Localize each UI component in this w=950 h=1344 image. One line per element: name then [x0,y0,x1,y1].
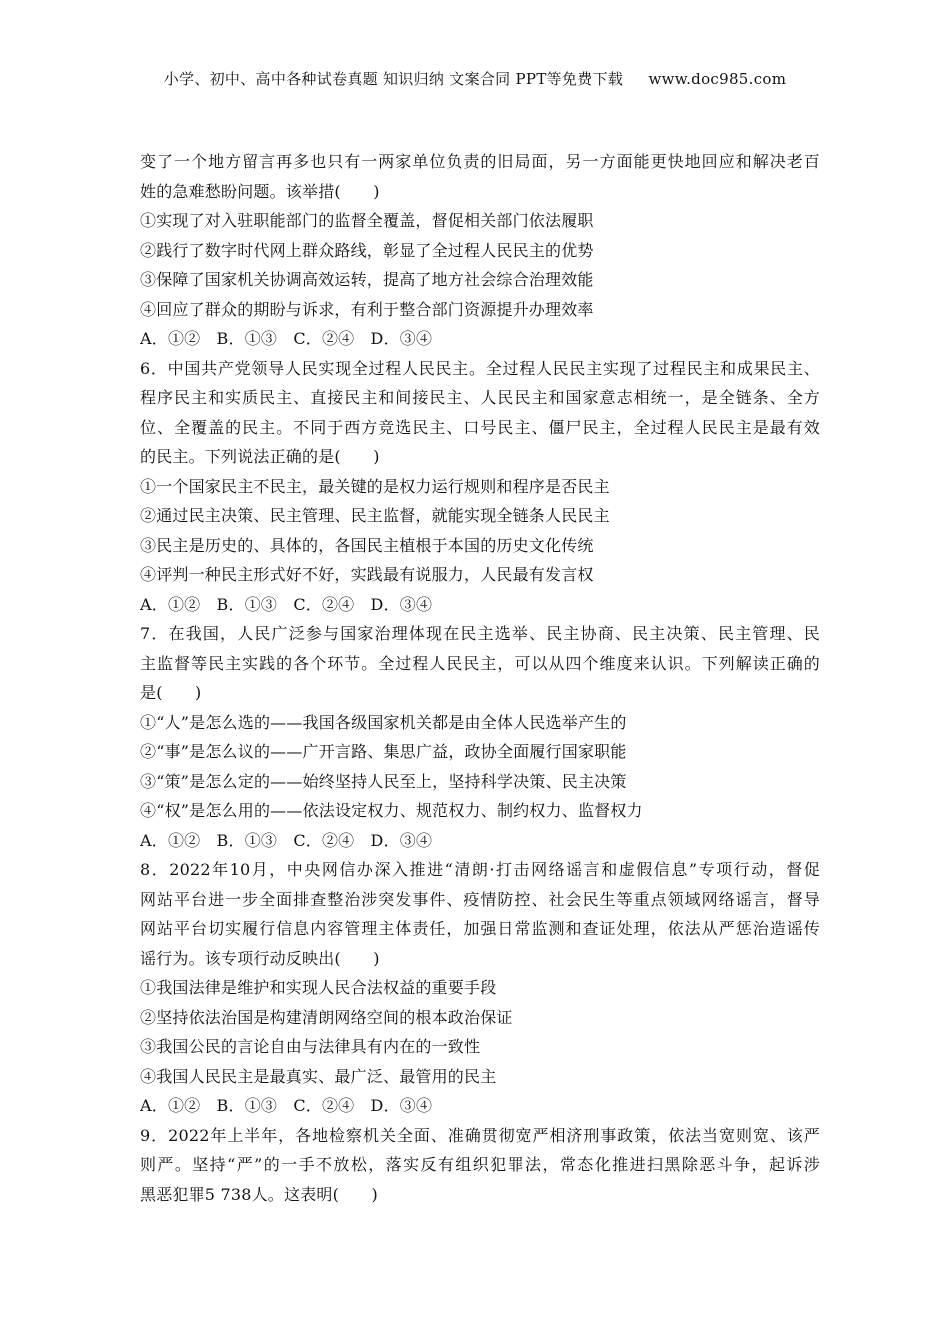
statement: ④我国人民民主是最真实、最广泛、最管用的民主 [140,1066,497,1086]
stem-line: 网站平台切实履行信息内容管理主体责任，加强日常监测和查证处理，依法从严惩治造谣传 [140,919,820,938]
question-8 [140,855,820,1121]
statement: ③“策”是怎么定的——始终坚持人民至上，坚持科学决策、民主决策 [140,771,627,791]
stem-line: 7．在我国，人民广泛参与国家治理体现在民主选举、民主协商、民主决策、民主管理、民 [140,624,820,643]
stem-line: 是( ) [140,683,202,702]
statement: ①我国法律是维护和实现人民合法权益的重要手段 [140,978,497,997]
answer-options: A．①② B．①③ C．②④ D．③④ [140,329,433,348]
statement: ②通过民主决策、民主管理、民主监督，就能实现全链条人民民主 [140,506,610,525]
document-body [140,147,820,1209]
stem-line: 6．中国共产党领导人民实现全过程人民民主。全过程人民民主实现了过程民主和成果民主、 [140,358,820,378]
stem-line: 9．2022年上半年，各地检察机关全面、准确贯彻宽严相济刑事政策，依法当宽则宽、该严 [140,1125,820,1145]
statement: ④评判一种民主形式好不好，实践最有说服力，人民最有发言权 [140,565,594,584]
page-header: 小学、初中、高中各种试卷真题 知识归纳 文案合同 PPT等免费下载 www.doc985.com [163,70,787,88]
stem-line: 主监督等民主实践的各个环节。全过程人民民主，可以从四个维度来认识。下列解读正确的 [140,653,820,673]
stem-line: 则严。坚持“严”的一手不放松，落实反有组织犯罪法，常态化推进扫黑除恶斗争，起诉涉 [140,1155,820,1174]
statement: ③民主是历史的、具体的，各国民主植根于本国的历史文化传统 [140,535,594,555]
stem-line: 黑恶犯罪5 738人。这表明( ) [140,1184,378,1204]
stem-line: 的民主。下列说法正确的是( ) [140,447,380,466]
question-7 [140,619,820,855]
statement: ④回应了群众的期盼与诉求，有利于整合部门资源提升办理效率 [140,299,594,319]
stem-line: 谣行为。该专项行动反映出( ) [140,948,380,968]
statement: ①一个国家民主不民主，最关键的是权力运行规则和程序是否民主 [140,476,610,496]
statement: ①实现了对入驻职能部门的监督全覆盖，督促相关部门依法履职 [140,211,594,230]
statement: ③保障了国家机关协调高效运转，提高了地方社会综合治理效能 [140,270,594,289]
statement: ②“事”是怎么议的——广开言路、集思广益，政协全面履行国家职能 [140,742,627,761]
stem-line: 变了一个地方留言再多也只有一两家单位负责的旧局面，另一方面能更快地回应和解决老百 [140,152,820,171]
stem-line: 8．2022年10月，中央网信办深入推进“清朗·打击网络谣言和虚假信息”专项行动，督促 [140,860,820,879]
stem-line: 网站平台进一步全面排查整治涉突发事件、疫情防控、社会民生等重点领域网络谣言，督导 [140,889,820,909]
answer-options: A．①② B．①③ C．②④ D．③④ [140,830,433,850]
statement: ②践行了数字时代网上群众路线，彰显了全过程人民民主的优势 [140,240,594,260]
question-continuation [140,147,820,354]
statement: ②坚持依法治国是构建清朗网络空间的根本政治保证 [140,1007,513,1027]
stem-line: 姓的急难愁盼问题。该举措( ) [140,181,380,201]
question-9 [140,1121,820,1210]
answer-options: A．①② B．①③ C．②④ D．③④ [140,594,433,614]
answer-options: A．①② B．①③ C．②④ D．③④ [140,1096,433,1115]
statement: ①“人”是怎么选的——我国各级国家机关都是由全体人民选举产生的 [140,712,627,732]
stem-line: 位、全覆盖的民主。不同于西方竞选民主、口号民主、僵尸民主，全过程人民民主是最有效 [140,417,820,437]
stem-line: 程序民主和实质民主、直接民主和间接民主、人民民主和国家意志相统一，是全链条、全方 [140,388,820,407]
question-6 [140,354,820,620]
statement: ④“权”是怎么用的——依法设定权力、规范权力、制约权力、监督权力 [140,801,643,820]
statement: ③我国公民的言论自由与法律具有内在的一致性 [140,1037,481,1056]
